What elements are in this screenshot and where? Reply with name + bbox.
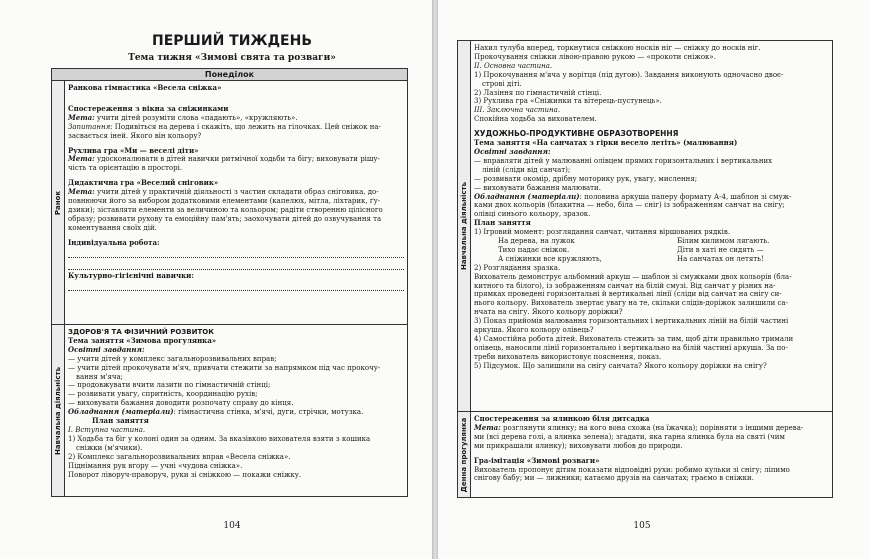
week-theme: Тема тижня «Зимові свята та розваги» [128,53,336,63]
page-number-left: 104 [223,521,241,531]
hyg-label: Культурно-гігієнічні навички: [68,270,194,280]
study-row-right [458,41,832,412]
study-row [52,325,407,496]
obs-title: Спостереження з вікна за сніжинками [68,103,229,113]
poem: На дерева, на лужок Білим килимом лягають. [498,237,770,246]
day-header: Понеділок [52,69,407,81]
morning-label: Ранок [52,81,65,324]
art-title: ХУДОЖНЬО-ПРОДУКТИВНЕ ОБРАЗОТВОРЕННЯ [474,129,679,139]
plan-table-left [51,68,408,497]
study-label-right: Навчальна діяльність [458,41,471,411]
imitation-game-title: Гра-імітація «Зимові розваги» [474,455,600,465]
study-content: ЗДОРОВ'Я ТА ФІЗИЧНИЙ РОЗВИТОК Тема заняття «Зимова прогулянка» Освітні завдання: — учити дітей у комплекс загальнорозвивальних вправ; — учити дітей прокочувати м'яч, привчати стежити за напрямком під час прокочу- вання м'яча; — продовжувати вчити лазити по гімнастичній стінці; — розвивати увагу, спритність, координацію рухів; — виховувати бажання доводити розпочату справу до кінця. Обладнання (матеріали): гімнастична стінка, м'ячі, дуги, стрічки, мотузка. План заняття І. Вступна частина. 1) Ходьба та біг у колоні один за одним. За вказівкою вихователя взяти з кошика сніжки (м'ячики). 2) Комплекс загальнорозвивальних вправ «Весела сніжка». Піднімання рук вгору — учні «чудова сніжка». Поворот ліворуч-праворуч, руки зі сніжкою — покажи сніжку. [68,328,404,479]
did-title: Дидактична гра «Веселий сніговик» [68,178,219,188]
right-page [438,0,870,559]
morning-content: Ранкова гімнастика «Весела сніжка» Спостереження з вікна за сніжинками Мета: учити дітей розуміти слова «падають», «кружляють». Запитання: Подивіться на дерева і скажіть, що лежить на гілочках. Цей сніжок на- засвається іней. Якого він кольору? Рухлива гра «Ми — веселі діти» Мета: удосконалювати в дітей навички ритмічної ходьби та бігу; виховувати рішу- чість та орієнтацію в просторі. Дидактична гра «Веселий сніговик» Мета: учити дітей у практичній діяльності з частин складати образ сніговика, до- повнюючи його за вибором додатковими елементами (капелюх, мітла, ліхтарик, ґу- дзики); зіставляти елементи за величиною та кольором; радіти створенню цілісного образу; розвивати рухову та емоційну пам'ять; заохочувати дітей до озвучування та коментування своїх дій. Індивідуальна робота: Культурно-гігієнічні навички: [68,84,404,293]
study-content-right: Нахил тулуба вперед, торкнутися сніжкою носків ніг — сніжку до носків ніг. Прокочування сніжки лівою-правою рукою — «прокоти сніжок». ІІ. Основна частина. 1) Прокочування м'яча у ворітця (під дугою). Завдання виконують одночасно двоє- строві діті. 2) Лазіння по гімнастичній стінці. 3) Рухлива гра «Сніжинки та вітерець-пустунець». ІІІ. Заключна частина. Спокійна ходьба за вихователем. ХУДОЖНЬО-ПРОДУКТИВНЕ ОБРАЗОТВОРЕННЯ Тема заняття «На санчатах з гірки весело летіть» (малювання) Освітні завдання: — вправляти дітей у малюванні олівцем прямих горизонтальних і вертикальних ліній (сліди від санчат); — розвивати окомір, дрібну моторику рук, увагу, мислення; — виховувати бажання малювати. Обладнання (матеріали): половина аркуша паперу формату А-4, шаблон зі смуж- ками двох кольорів (блакитна — небо, біла — сніг) із зображенням санчат на снігу; олівці синього кольору, зразок. План заняття 1) Ігровий момент: розглядання санчат, читання віршованих рядків. На дерева, на лужок Білим килимом лягають. Тихо падає сніжок. Діти в хаті не сидять — А сніжинки все кружляють, На санчатах он летять! 2) Розглядання зразка. Вихователь демонструє альбомний аркуш — шаблон зі смужками двох кольорів (бла- китного та білого), із зображенням санчат на білій смузі. Від санчат у різних на- прямках проведені горизонтальні й вертикальні лінії (сліди від санчат на снігу си- нього кольору. Вихователь звертає увагу на те, скільки слідів-доріжок залишили са- нчата на снігу. Якого кольору доріжки? 3) Показ прийомів малювання горизонтальних і вертикальних ліній на білій частині аркуша. Якого кольору олівець? 4) Самостійна робота дітей. Вихователь стежить за тим, щоб діти правильно тримали олівець, наносили лінії горизонтально і вертикально на білій частині аркуша. За по- треби вихователь використовує пояснення, показ. 5) Підсумок. Що залишили на снігу санчата? Якого кольору доріжки на снігу? [474,44,829,371]
day-walk-row [458,412,832,497]
indiv-label: Індивідуальна робота: [68,237,160,247]
study-label: Навчальна діяльність [52,325,65,496]
page-number-right: 105 [633,521,651,531]
gym-title: Ранкова гімнастика «Весела сніжка» [68,83,222,92]
game1-title: Рухлива гра «Ми — веселі діти» [68,145,199,155]
day-walk-label: Денна прогулянка [458,412,471,497]
day-walk-content: Спостереження за ялинкою біля дитсадка Мета: розглянути ялинку; на кого вона схожа (на їжачка); порівняти з іншими дерева- ми (всі дерева голі, а ялинка зелена); згадати, яка гарна ялинка була на святі (чим ми прикрашали ялинку); виховувати любов до природи. Гра-імітація «Зимові розваги» Вихователь пропонує дітям показати відповідні рухи: робимо кульки зі снігу; ліпимо снігову бабу; ми — лижники; катаємо друзів на санчатах; граємо в сніжки. [474,415,829,483]
health-title: ЗДОРОВ'Я ТА ФІЗИЧНИЙ РОЗВИТОК [68,328,214,336]
left-page [0,0,432,559]
morning-row [52,81,407,325]
plan-table-right [457,40,833,498]
week-title: ПЕРШИЙ ТИЖДЕНЬ [152,33,312,49]
walk-obs-title: Спостереження за ялинкою біля дитсадка [474,414,650,423]
